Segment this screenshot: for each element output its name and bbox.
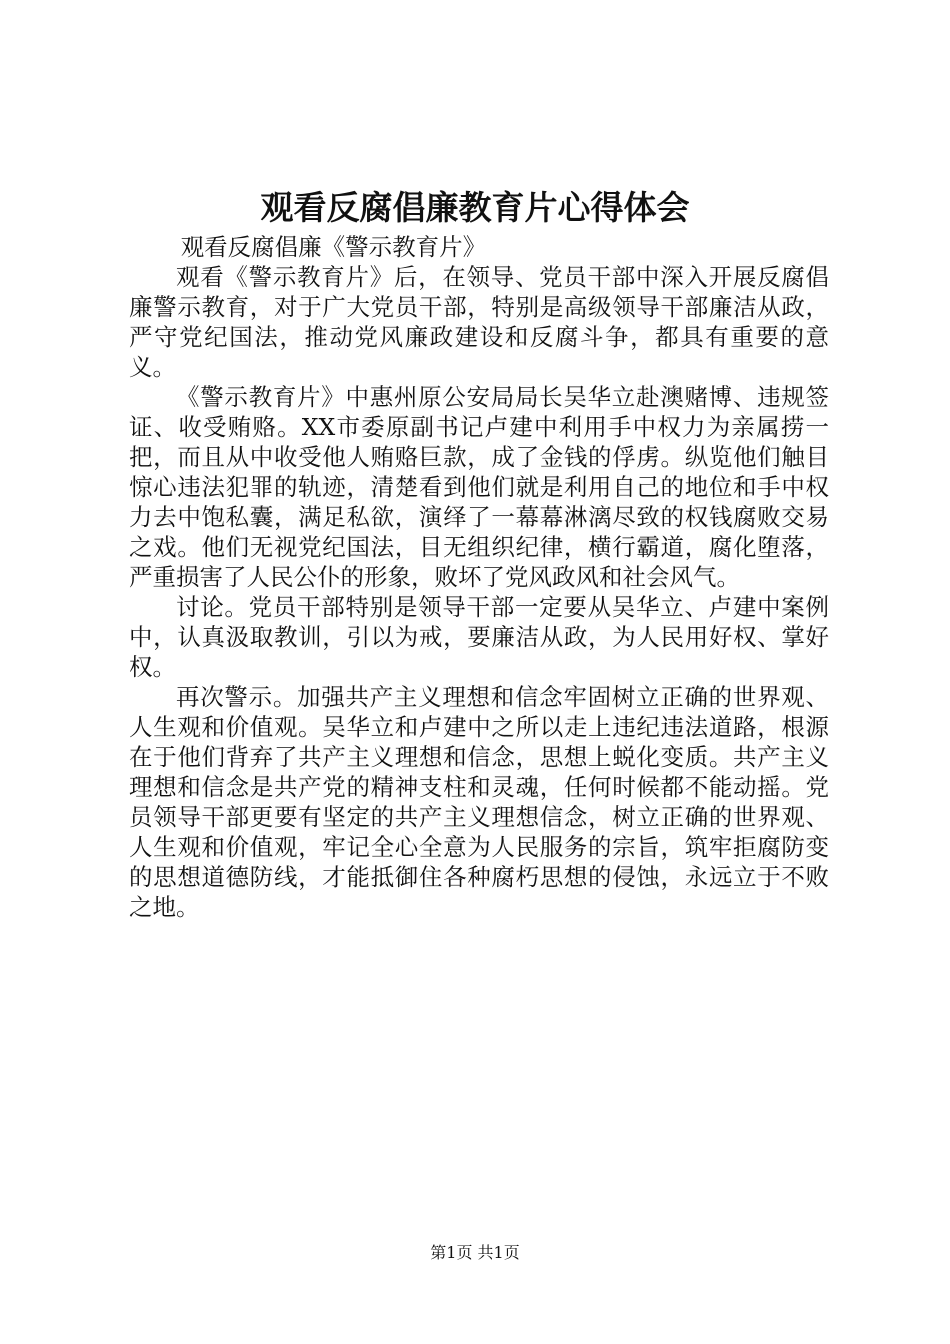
document-body: [129, 232, 829, 922]
paragraph-2: 《警示教育片》中惠州原公安局局长吴华立赴澳赌博、违规签证、收受贿赂。XX市委原副书记卢建中利用手中权力为亲属捞一把，而且从中收受他人贿赂巨款，成了金钱的俘虏。纵览他们触目惊心违法犯罪的轨迹，清楚看到他们就是利用自己的地位和手中权力去中饱私囊，满足私欲，演绎了一幕幕淋漓尽致的权钱腐败交易之戏。他们无视党纪国法，目无组织纪律，横行霸道，腐化堕落，严重损害了人民公仆的形象，败坏了党风政风和社会风气。: [129, 383, 829, 591]
paragraph-1: 观看《警示教育片》后，在领导、党员干部中深入开展反腐倡廉警示教育，对于广大党员干部，特别是高级领导干部廉洁从政，严守党纪国法，推动党风廉政建设和反腐斗争，都具有重要的意义。: [129, 263, 829, 381]
page-title: 观看反腐倡廉教育片心得体会: [260, 188, 690, 227]
paragraph-4: 再次警示。加强共产主义理想和信念牢固树立正确的世界观、人生观和价值观。吴华立和卢建中之所以走上违纪违法道路，根源在于他们背弃了共产主义理想和信念，思想上蜕化变质。共产主义理想和信念是共产党的精神支柱和灵魂，任何时候都不能动摇。党员领导干部更要有坚定的共产主义理想信念，树立正确的世界观、人生观和价值观，牢记全心全意为人民服务的宗旨，筑牢拒腐防变的思想道德防线，才能抵御住各种腐朽思想的侵蚀，永远立于不败之地。: [129, 683, 829, 921]
paragraph-3: 讨论。党员干部特别是领导干部一定要从吴华立、卢建中案例中，认真汲取教训，引以为戒，要廉洁从政，为人民用好权、掌好权。: [129, 593, 829, 681]
document-subtitle: 观看反腐倡廉《警示教育片》: [180, 233, 487, 261]
page-footer: 第1页 共1页: [430, 1243, 520, 1262]
